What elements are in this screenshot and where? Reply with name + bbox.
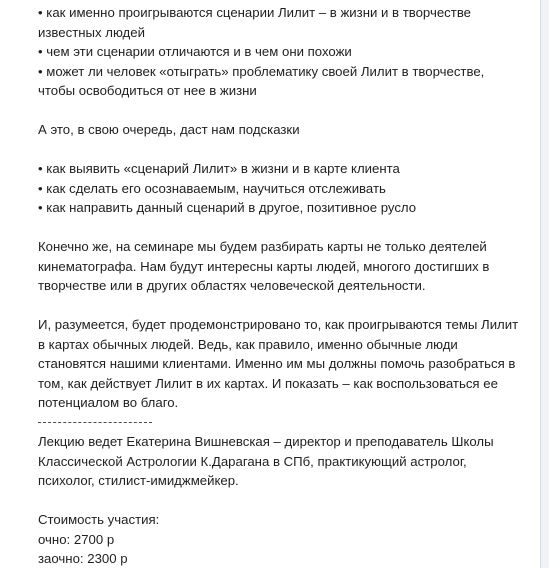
hint-bullet: • как выявить «сценарий Лилит» в жизни и в карте клиента (38, 161, 400, 176)
demo-paragraph-line: И, разумеется, будет продемонстрировано то, как проигрываются темы Лилит (38, 317, 519, 332)
hints-intro: А это, в свою очередь, даст нам подсказки (38, 122, 300, 137)
spacer (38, 296, 538, 316)
bullet-line: чтобы освободиться от нее в жизни (38, 83, 257, 98)
price-remote: заочно: 2300 р (38, 551, 128, 566)
spacer (38, 101, 538, 121)
demo-paragraph-line: том, как действует Лилит в их картах. И показать – как воспользоваться ее (38, 375, 498, 391)
lecturer-line: Классической Астрологии К.Дарагана в СПб, практикующий астролог, (38, 453, 467, 469)
lecturer-line: психолог, стилист-имиджмейкер. (38, 473, 239, 488)
bullet-line: • чем эти сценарии отличаются и в чем они похожи (38, 44, 352, 59)
hint-bullet: • как сделать его осознаваемым, научиться отслеживать (38, 180, 386, 196)
spacer (38, 491, 538, 511)
demo-paragraph-line: становятся нашими клиентами. Именно им мы должны помочь разобраться в (38, 356, 516, 371)
hint-bullet: • как направить данный сценарий в другое, позитивное русло (38, 200, 417, 215)
demo-paragraph-line: потенциалом во благо. (38, 395, 179, 410)
seminar-paragraph-line: кинематографа. Нам будут интересны карты людей, многого достигших в (38, 258, 490, 274)
price-in-person: очно: 2700 р (38, 531, 115, 547)
bullet-line: • может ли человек «отыграть» проблематику своей Лилит в творчестве, (38, 63, 485, 79)
demo-paragraph-line: в картах обычных людей. Ведь, как правило, именно обычные люди (38, 336, 458, 352)
seminar-paragraph-line: Конечно же, на семинаре мы будем разбирать карты не только деятелей (38, 239, 487, 254)
spacer (38, 140, 538, 160)
post-text (38, 3, 538, 569)
lecturer-line: Лекцию ведет Екатерина Вишневская – директор и преподаватель Школы (38, 434, 494, 449)
spacer (38, 218, 538, 238)
bullet-line: • как именно проигрываются сценарии Лилит – в жизни и в творчестве (38, 5, 472, 20)
dashed-separator (38, 413, 538, 433)
bullet-line: известных людей (38, 24, 145, 40)
seminar-paragraph-line: творчестве или в других областях человеческой деятельности. (38, 278, 426, 293)
page-gutter (541, 0, 549, 568)
price-title: Стоимость участия: (38, 512, 160, 527)
